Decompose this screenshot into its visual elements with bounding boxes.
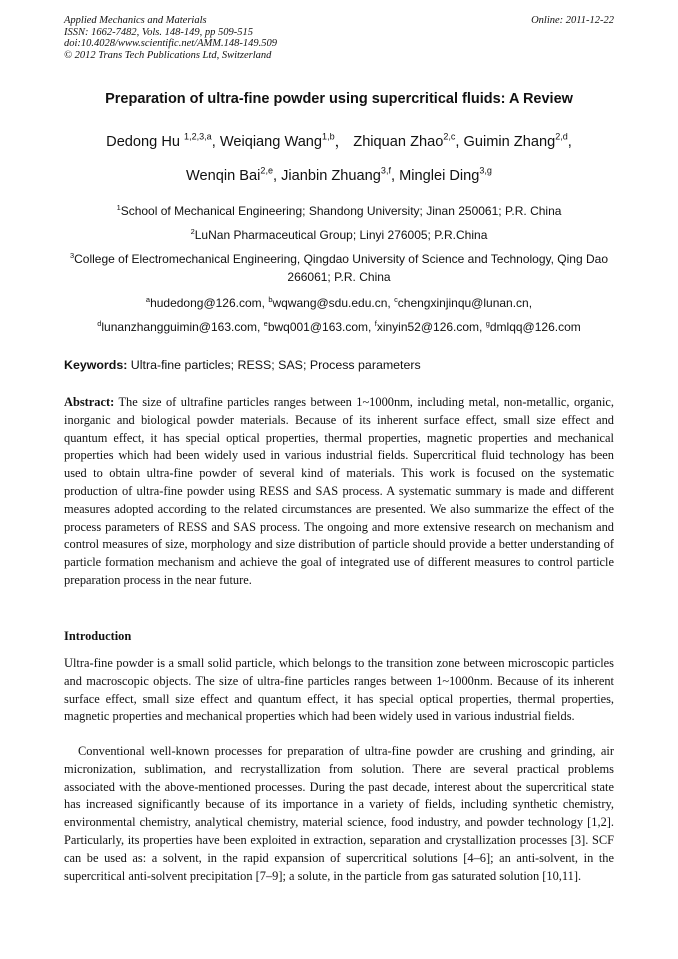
- emails-line-1: $^a$hudedong@126.com, $^b$wqwang@sdu.edu.cn, $^c$chengxinjinqu@lunan.cn,: [145, 294, 533, 310]
- emails-line-2: $^d$lunanzhangguimin@163.com, $^e$bwq001@163.com, $^f$xinyin52@126.com, $^g$dmlqq@126.com: [97, 318, 581, 334]
- online-date: Online: 2011-12-22: [531, 15, 614, 26]
- paper-title: Preparation of ultra-fine powder using supercritical fluids: A Review: [105, 91, 573, 107]
- keywords-label: Keywords:: [64, 358, 128, 372]
- intro-paragraph-1: Ultra-fine powder is a small solid particle, which belongs to the transition zone between microscopic particles and macroscopic objects. The size of ultra-fine particles ranges between 1~1000nm. Because of its inherent surface effect, small size effect and quantum effect, it has special optical properties, thermal properties, magnetic properties and mechanical properties which had been widely used in various industrial fields.: [64, 656, 614, 724]
- author: Zhiquan Zhao$^{2,c}$,: [353, 131, 464, 150]
- section-heading-introduction: Introduction: [64, 629, 132, 643]
- author: Wenqin Bai$^{2,e}$,: [186, 165, 282, 184]
- authors-line-2: [0, 165, 678, 184]
- author: Jianbin Zhuang$^{3,f}$,: [281, 165, 400, 184]
- author: Dedong Hu $^{1,2,3,a}$,: [106, 131, 220, 150]
- copyright-line: © 2012 Trans Tech Publications Ltd, Switzerland: [64, 49, 272, 61]
- intro-paragraph-2: Conventional well-known processes for preparation of ultra-fine powder are crushing and grinding, air micronization, sublimation, and recrystallization from solution. There are several practical problems associated with the above-mentioned processes. During the past decade, interest about the supercritical state has increased significantly because of its importance in a variety of fields, including synthetic chemistry, environmental chemistry, analytical chemistry, material science, food industry, and powder technology [1,2]. Particularly, its properties have been exploited in extraction, separation and crystallization processes [3]. SCF can be used as: a solvent, in the rapid expansion of supercritical solutions [4–6]; an anti-solvent, in the supercritical anti-solvent precipitation [7–9]; a solute, in the particle from gas saturated solution [10,11].: [64, 744, 614, 883]
- journal-name: Applied Mechanics and Materials: [64, 15, 207, 26]
- author: Weiqiang Wang$^{1,b}$，: [219, 131, 354, 150]
- author: Minglei Ding$^{3,g}$: [399, 165, 492, 184]
- affiliation-1: $^1$School of Mechanical Engineering; Shandong University; Jinan 250061; P.R. China: [116, 202, 562, 218]
- abstract-text: The size of ultrafine particles ranges between 1~1000nm, including metal, non-metallic, organic, inorganic and biological powder materials. Because of its inherent surface effect, small size effect and quantum effect, it has special optical properties, thermal properties, magnetic properties and mechanical properties which had been widely used in various industrial fields. Supercritical fluid technology has been used to obtain ultra-fine powder of several kind of materials. This work is focused on the systematic production of ultra-fine powder using RESS and SAS process. A systematic summary is made and different measures adopted according to the related circumstances are presented. We also summarize the effect of the process parameters of RESS and SAS process. The ongoing and more extensive research on mechanism and control measures of size, morphology and size distribution of particle should provide a better understanding of particle formation mechanism and achieve the goal of integrated use of different measures to control particle preparation process in the near future.: [64, 395, 614, 587]
- issn-line: ISSN: 1662-7482, Vols. 148-149, pp 509-515: [64, 26, 253, 38]
- authors-line-1: [0, 130, 678, 151]
- affiliation-2: $^2$LuNan Pharmaceutical Group; Linyi 276005; P.R.China: [190, 226, 488, 242]
- doi-line: doi:10.4028/www.scientific.net/AMM.148-149.509: [64, 38, 277, 49]
- journal-meta: [64, 15, 277, 61]
- abstract-label: Abstract:: [64, 395, 115, 409]
- keywords: [64, 358, 421, 372]
- abstract: [64, 394, 614, 590]
- affiliation-3: $^3$College of Electromechanical Engineering, Qingdao University of Science and Technology, Qing Dao 266061; P.R. China: [69, 250, 608, 284]
- keywords-text: Ultra-fine particles; RESS; SAS; Process parameters: [127, 358, 421, 372]
- author: Guimin Zhang$^{2,d}$,: [463, 131, 572, 150]
